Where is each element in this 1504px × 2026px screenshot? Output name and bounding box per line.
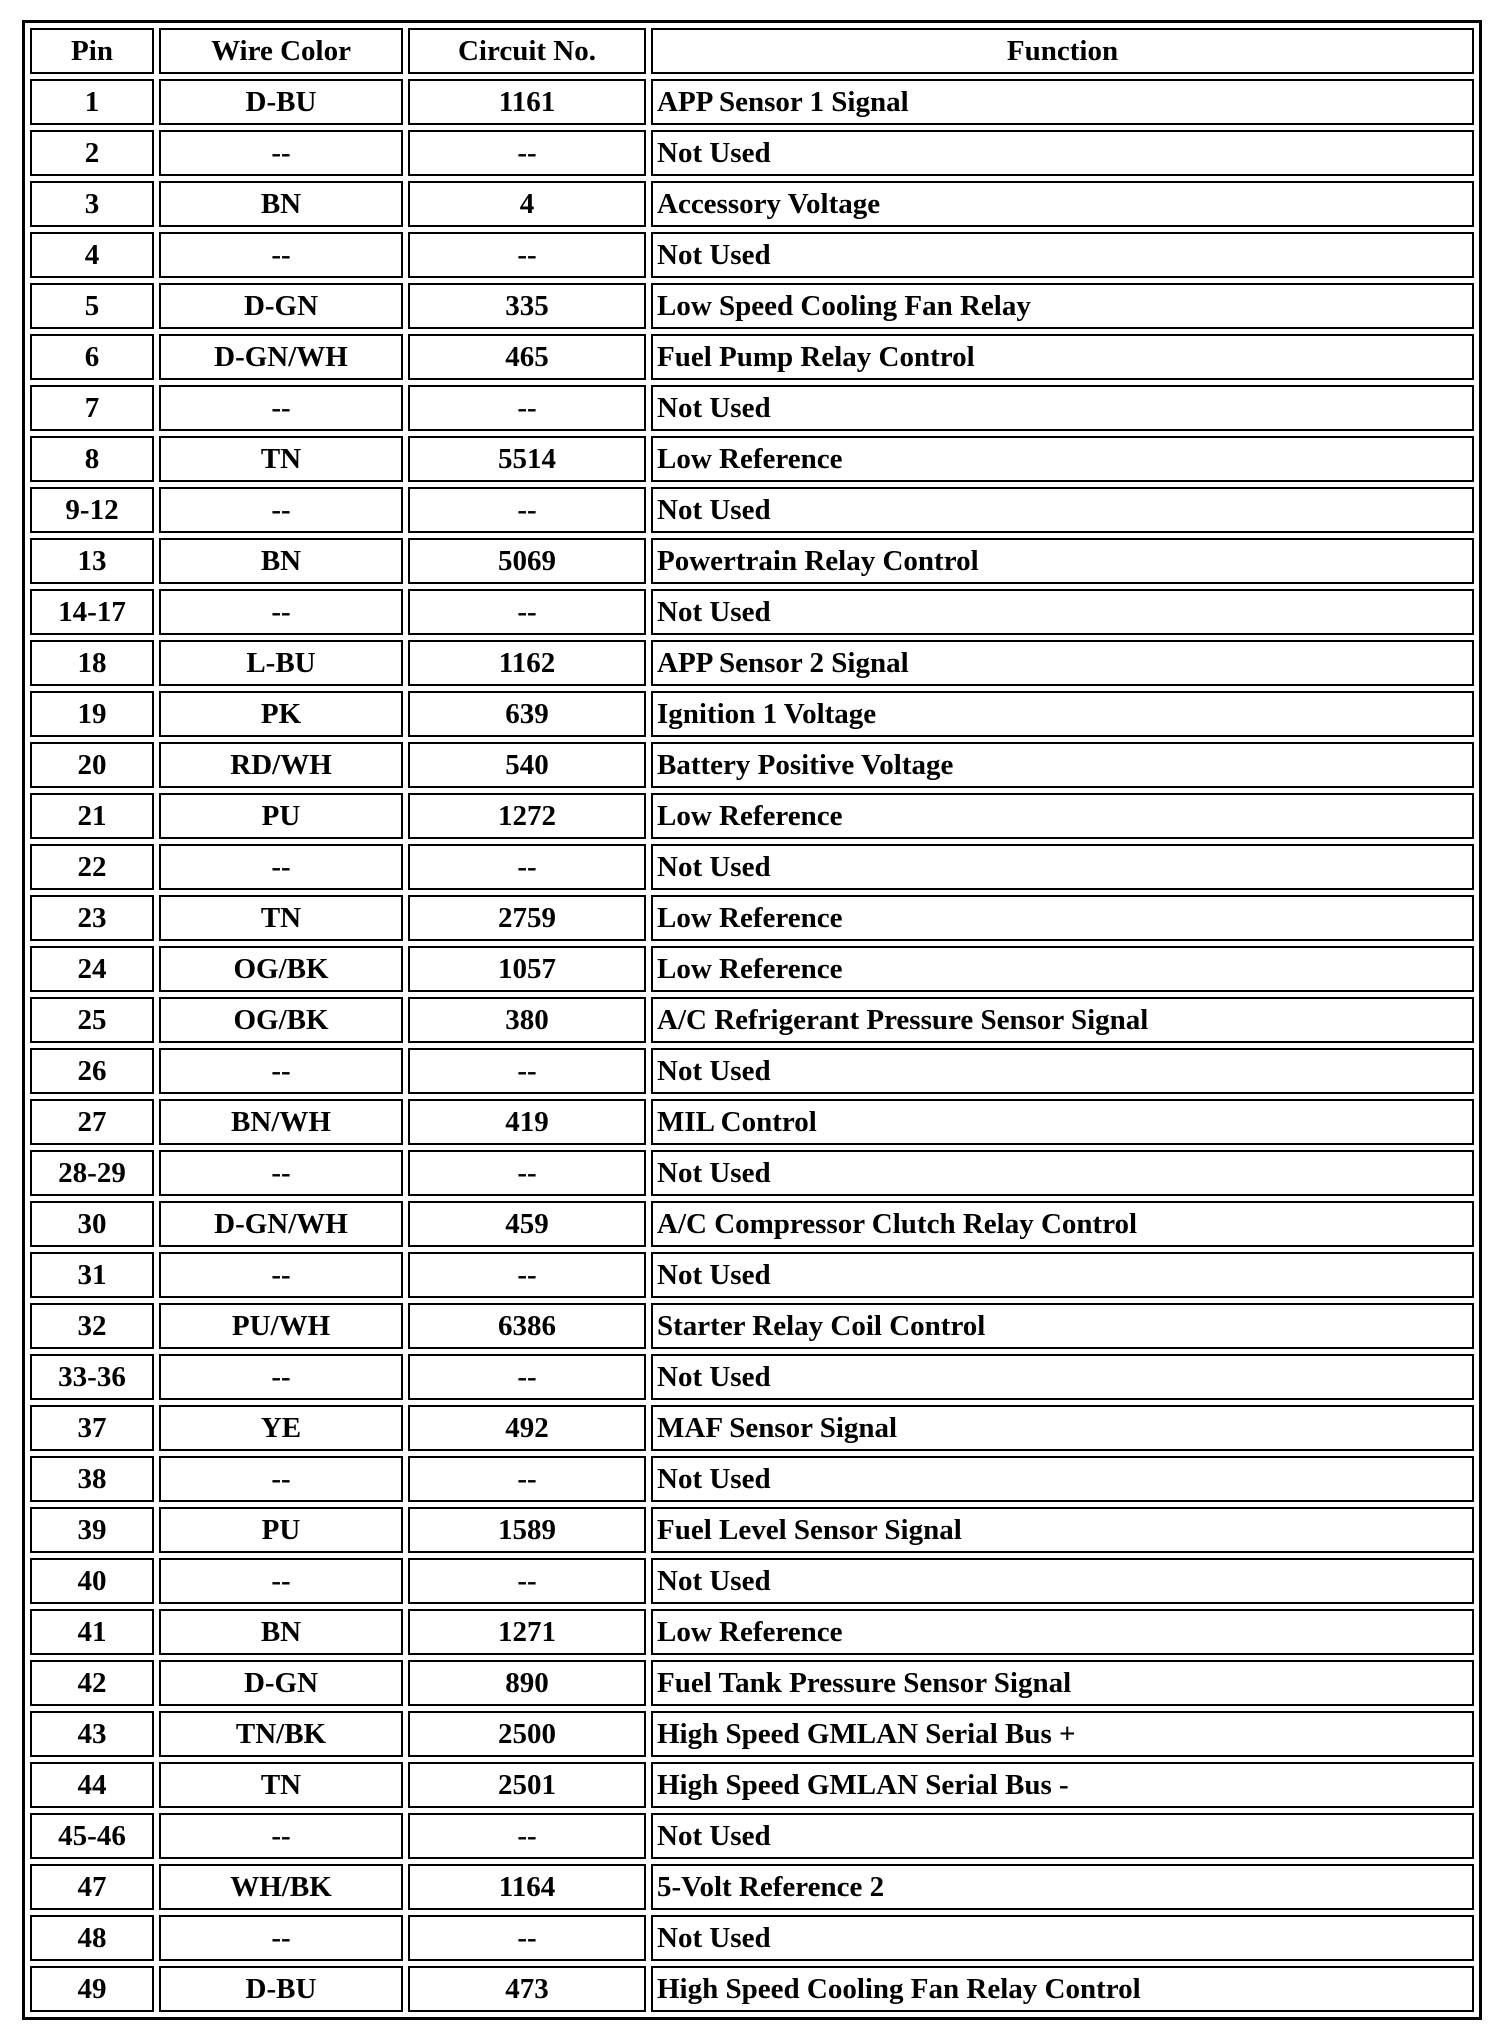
header-row: [30, 28, 1474, 74]
table-row: [30, 1048, 1474, 1094]
table-row: [30, 1711, 1474, 1757]
pin-cell: 22: [30, 844, 154, 890]
pin-cell: 4: [30, 232, 154, 278]
pin-cell: 38: [30, 1456, 154, 1502]
wire-color-cell: D-GN/WH: [159, 1201, 403, 1247]
pin-cell: 21: [30, 793, 154, 839]
pin-cell: 2: [30, 130, 154, 176]
function-cell: MAF Sensor Signal: [651, 1405, 1474, 1451]
function-cell: Powertrain Relay Control: [651, 538, 1474, 584]
wire-color-cell: BN: [159, 181, 403, 227]
wire-color-cell: --: [159, 1252, 403, 1298]
table-row: [30, 538, 1474, 584]
function-cell: Low Reference: [651, 895, 1474, 941]
pin-cell: 33-36: [30, 1354, 154, 1400]
circuit-no-cell: --: [408, 385, 646, 431]
pin-cell: 20: [30, 742, 154, 788]
function-cell: Not Used: [651, 1048, 1474, 1094]
function-cell: Low Reference: [651, 436, 1474, 482]
header-wire-color: Wire Color: [159, 28, 403, 74]
circuit-no-cell: --: [408, 1354, 646, 1400]
circuit-no-cell: --: [408, 1915, 646, 1961]
circuit-no-cell: --: [408, 1048, 646, 1094]
table-row: [30, 1150, 1474, 1196]
table-row: [30, 640, 1474, 686]
wire-color-cell: TN/BK: [159, 1711, 403, 1757]
circuit-no-cell: 335: [408, 283, 646, 329]
wire-color-cell: --: [159, 1150, 403, 1196]
wire-color-cell: PU: [159, 793, 403, 839]
header-circuit-no: Circuit No.: [408, 28, 646, 74]
table-row: [30, 946, 1474, 992]
function-cell: Starter Relay Coil Control: [651, 1303, 1474, 1349]
wire-color-cell: YE: [159, 1405, 403, 1451]
pin-cell: 43: [30, 1711, 154, 1757]
pin-cell: 3: [30, 181, 154, 227]
circuit-no-cell: 5069: [408, 538, 646, 584]
function-cell: High Speed GMLAN Serial Bus -: [651, 1762, 1474, 1808]
table-row: [30, 691, 1474, 737]
pin-cell: 6: [30, 334, 154, 380]
circuit-no-cell: 1272: [408, 793, 646, 839]
table-row: [30, 181, 1474, 227]
circuit-no-cell: 492: [408, 1405, 646, 1451]
wire-color-cell: D-BU: [159, 1966, 403, 2012]
table-row: [30, 130, 1474, 176]
table-row: [30, 589, 1474, 635]
circuit-no-cell: --: [408, 487, 646, 533]
pin-cell: 47: [30, 1864, 154, 1910]
circuit-no-cell: 2759: [408, 895, 646, 941]
function-cell: Not Used: [651, 487, 1474, 533]
circuit-no-cell: 473: [408, 1966, 646, 2012]
circuit-no-cell: 2500: [408, 1711, 646, 1757]
pin-cell: 7: [30, 385, 154, 431]
function-cell: Not Used: [651, 1150, 1474, 1196]
pin-cell: 27: [30, 1099, 154, 1145]
function-cell: High Speed Cooling Fan Relay Control: [651, 1966, 1474, 2012]
wire-color-cell: --: [159, 1813, 403, 1859]
function-cell: High Speed GMLAN Serial Bus +: [651, 1711, 1474, 1757]
circuit-no-cell: --: [408, 1252, 646, 1298]
table-row: [30, 1354, 1474, 1400]
function-cell: APP Sensor 2 Signal: [651, 640, 1474, 686]
wire-color-cell: D-GN/WH: [159, 334, 403, 380]
wire-color-cell: PU: [159, 1507, 403, 1553]
function-cell: Low Reference: [651, 1609, 1474, 1655]
header-pin: Pin: [30, 28, 154, 74]
wire-color-cell: WH/BK: [159, 1864, 403, 1910]
function-cell: Not Used: [651, 130, 1474, 176]
wire-color-cell: --: [159, 844, 403, 890]
table-row: [30, 1303, 1474, 1349]
table-row: [30, 1099, 1474, 1145]
circuit-no-cell: --: [408, 844, 646, 890]
wire-color-cell: OG/BK: [159, 997, 403, 1043]
table-row: [30, 1456, 1474, 1502]
pin-cell: 23: [30, 895, 154, 941]
function-cell: A/C Compressor Clutch Relay Control: [651, 1201, 1474, 1247]
circuit-no-cell: 639: [408, 691, 646, 737]
circuit-no-cell: --: [408, 232, 646, 278]
function-cell: Low Reference: [651, 946, 1474, 992]
function-cell: Low Reference: [651, 793, 1474, 839]
function-cell: Not Used: [651, 1456, 1474, 1502]
table-body: [30, 79, 1474, 2012]
wire-color-cell: TN: [159, 436, 403, 482]
function-cell: MIL Control: [651, 1099, 1474, 1145]
table-row: [30, 79, 1474, 125]
pin-cell: 24: [30, 946, 154, 992]
function-cell: Not Used: [651, 232, 1474, 278]
table-row: [30, 1609, 1474, 1655]
pin-cell: 19: [30, 691, 154, 737]
pin-cell: 39: [30, 1507, 154, 1553]
function-cell: Fuel Level Sensor Signal: [651, 1507, 1474, 1553]
pin-cell: 49: [30, 1966, 154, 2012]
pin-cell: 32: [30, 1303, 154, 1349]
function-cell: Not Used: [651, 844, 1474, 890]
wire-color-cell: --: [159, 1456, 403, 1502]
function-cell: Not Used: [651, 1558, 1474, 1604]
circuit-no-cell: 459: [408, 1201, 646, 1247]
wire-color-cell: D-GN: [159, 1660, 403, 1706]
wire-color-cell: --: [159, 1354, 403, 1400]
circuit-no-cell: 1589: [408, 1507, 646, 1553]
wire-color-cell: --: [159, 232, 403, 278]
table-row: [30, 997, 1474, 1043]
circuit-no-cell: 890: [408, 1660, 646, 1706]
table-row: [30, 1558, 1474, 1604]
pin-cell: 37: [30, 1405, 154, 1451]
pin-cell: 5: [30, 283, 154, 329]
table-row: [30, 844, 1474, 890]
circuit-no-cell: --: [408, 1456, 646, 1502]
table-row: [30, 1864, 1474, 1910]
wire-color-cell: D-BU: [159, 79, 403, 125]
table-row: [30, 1915, 1474, 1961]
table-row: [30, 1762, 1474, 1808]
connector-pinout-table: [22, 20, 1482, 2020]
pin-cell: 40: [30, 1558, 154, 1604]
wire-color-cell: RD/WH: [159, 742, 403, 788]
wire-color-cell: BN: [159, 1609, 403, 1655]
table-row: [30, 793, 1474, 839]
header-function: Function: [651, 28, 1474, 74]
pin-cell: 9-12: [30, 487, 154, 533]
circuit-no-cell: 380: [408, 997, 646, 1043]
table-row: [30, 1966, 1474, 2012]
wire-color-cell: TN: [159, 1762, 403, 1808]
function-cell: 5-Volt Reference 2: [651, 1864, 1474, 1910]
pin-cell: 13: [30, 538, 154, 584]
table-row: [30, 1507, 1474, 1553]
pin-cell: 31: [30, 1252, 154, 1298]
table-row: [30, 487, 1474, 533]
table-row: [30, 334, 1474, 380]
pinout-table-container: [22, 20, 1482, 2020]
function-cell: Not Used: [651, 1252, 1474, 1298]
wire-color-cell: L-BU: [159, 640, 403, 686]
pin-cell: 30: [30, 1201, 154, 1247]
function-cell: Not Used: [651, 385, 1474, 431]
circuit-no-cell: --: [408, 1813, 646, 1859]
pin-cell: 18: [30, 640, 154, 686]
wire-color-cell: BN/WH: [159, 1099, 403, 1145]
table-row: [30, 1201, 1474, 1247]
circuit-no-cell: 2501: [408, 1762, 646, 1808]
function-cell: A/C Refrigerant Pressure Sensor Signal: [651, 997, 1474, 1043]
table-row: [30, 232, 1474, 278]
function-cell: APP Sensor 1 Signal: [651, 79, 1474, 125]
wire-color-cell: --: [159, 130, 403, 176]
function-cell: Not Used: [651, 1915, 1474, 1961]
pin-cell: 26: [30, 1048, 154, 1094]
circuit-no-cell: 540: [408, 742, 646, 788]
table-row: [30, 385, 1474, 431]
wire-color-cell: --: [159, 1558, 403, 1604]
circuit-no-cell: 6386: [408, 1303, 646, 1349]
pin-cell: 8: [30, 436, 154, 482]
pin-cell: 28-29: [30, 1150, 154, 1196]
function-cell: Fuel Tank Pressure Sensor Signal: [651, 1660, 1474, 1706]
circuit-no-cell: --: [408, 1150, 646, 1196]
table-row: [30, 1405, 1474, 1451]
circuit-no-cell: --: [408, 589, 646, 635]
function-cell: Accessory Voltage: [651, 181, 1474, 227]
function-cell: Low Speed Cooling Fan Relay: [651, 283, 1474, 329]
wire-color-cell: OG/BK: [159, 946, 403, 992]
function-cell: Battery Positive Voltage: [651, 742, 1474, 788]
pin-cell: 41: [30, 1609, 154, 1655]
circuit-no-cell: --: [408, 1558, 646, 1604]
circuit-no-cell: 1162: [408, 640, 646, 686]
table-row: [30, 436, 1474, 482]
function-cell: Not Used: [651, 589, 1474, 635]
wire-color-cell: PK: [159, 691, 403, 737]
table-row: [30, 1660, 1474, 1706]
pin-cell: 45-46: [30, 1813, 154, 1859]
table-row: [30, 742, 1474, 788]
pin-cell: 44: [30, 1762, 154, 1808]
circuit-no-cell: 1271: [408, 1609, 646, 1655]
pin-cell: 1: [30, 79, 154, 125]
table-row: [30, 1813, 1474, 1859]
function-cell: Not Used: [651, 1813, 1474, 1859]
wire-color-cell: --: [159, 487, 403, 533]
table-row: [30, 283, 1474, 329]
circuit-no-cell: 5514: [408, 436, 646, 482]
table-row: [30, 895, 1474, 941]
wire-color-cell: --: [159, 1915, 403, 1961]
pin-cell: 25: [30, 997, 154, 1043]
wire-color-cell: BN: [159, 538, 403, 584]
function-cell: Not Used: [651, 1354, 1474, 1400]
circuit-no-cell: 4: [408, 181, 646, 227]
circuit-no-cell: 465: [408, 334, 646, 380]
table-row: [30, 1252, 1474, 1298]
circuit-no-cell: 419: [408, 1099, 646, 1145]
wire-color-cell: PU/WH: [159, 1303, 403, 1349]
function-cell: Fuel Pump Relay Control: [651, 334, 1474, 380]
wire-color-cell: D-GN: [159, 283, 403, 329]
wire-color-cell: --: [159, 1048, 403, 1094]
circuit-no-cell: --: [408, 130, 646, 176]
pin-cell: 42: [30, 1660, 154, 1706]
wire-color-cell: TN: [159, 895, 403, 941]
circuit-no-cell: 1164: [408, 1864, 646, 1910]
function-cell: Ignition 1 Voltage: [651, 691, 1474, 737]
pin-cell: 14-17: [30, 589, 154, 635]
circuit-no-cell: 1161: [408, 79, 646, 125]
wire-color-cell: --: [159, 385, 403, 431]
wire-color-cell: --: [159, 589, 403, 635]
pin-cell: 48: [30, 1915, 154, 1961]
circuit-no-cell: 1057: [408, 946, 646, 992]
